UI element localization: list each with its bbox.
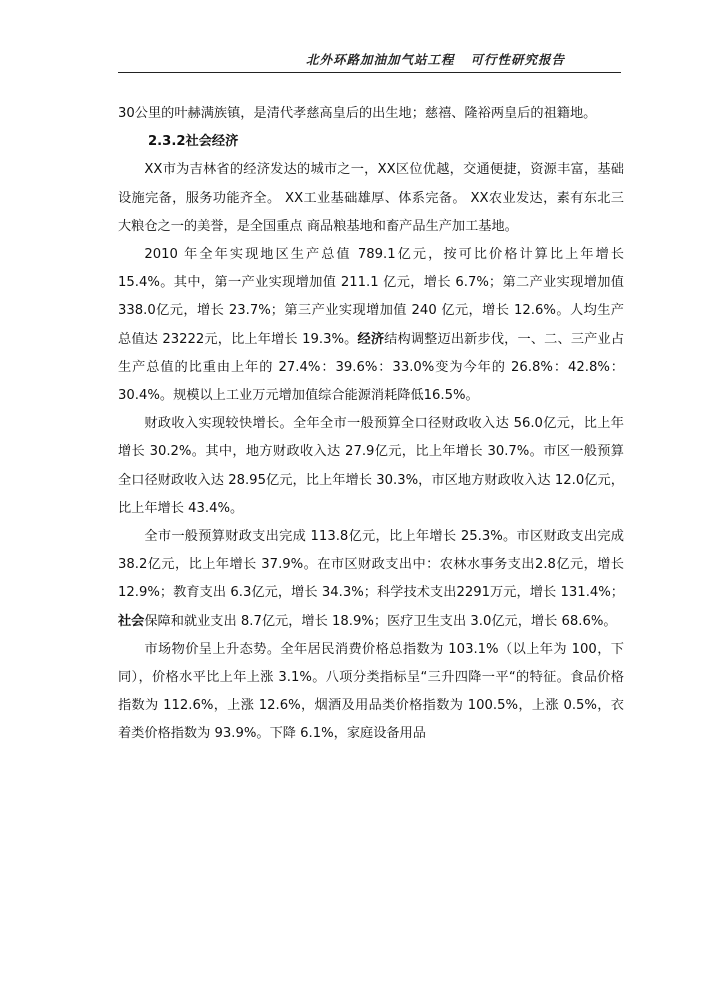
document-body: [118, 100, 624, 749]
gdp-text-cont: 结构调整迈出新步伐，一、二、三产业占生产总值的比重由上年的 27.4%：39.6%：33.0%变为今年的 26.8%：42.8%：30.4%。规模以上工业万元增加值综合能源消耗降低16.5%。: [118, 331, 625, 404]
expenditure-text-cont: 保障和就业支出 8.7亿元，增长 18.9%；医疗卫生支出 3.0亿元，增长 68.6%。: [144, 613, 617, 629]
paragraph-prices: 市场物价呈上升态势。全年居民消费价格总指数为 103.1%（以上年为 100，下同），价格水平比上年上涨 3.1%。八项分类指标呈“三升四降一平“的特征。食品价格指数为 112.6%，上涨 12.6%，烟酒及用品类价格指数为 100.5%，上涨 0.5%，衣着类价格指数为 93.9%。下降 6.1%，家庭设备用品: [118, 641, 624, 742]
paragraph-expenditure: [118, 523, 624, 636]
gdp-text: 2010 年全年实现地区生产总值 789.1亿元，按可比价格计算比上年增长 15.4%。其中，第一产业实现增加值 211.1 亿元，增长 6.7%；第二产业实现增加值 338.0亿元，增长 23.7%；第三产业实现增加值 240 亿元，增长 12.6%。人均生产总值达 23222元，比上年增长 19.3%。: [118, 247, 624, 347]
paragraph-overview: XX市为吉林省的经济发达的城市之一，XX区位优越，交通便捷，资源丰富，基础设施完备，服务功能齐全。 XX工业基础雄厚、体系完备。 XX农业发达，素有东北三大粮仓之一的美誉，是全国重点 商品粮基地和畜产品生产加工基地。: [118, 162, 624, 234]
paragraph-gdp: [118, 241, 624, 410]
section-heading: 2.3.2社会经济: [148, 134, 239, 150]
header-title: 北外环路加油加气站工程 可行性研究报告: [305, 52, 565, 67]
paragraph-continuation: 30公里的叶赫满族镇，是清代孝慈高皇后的出生地；慈禧、隆裕两皇后的祖籍地。: [118, 106, 597, 121]
expenditure-text: 全市一般预算财政支出完成 113.8亿元，比上年增长 25.3%。市区财政支出完成 38.2亿元，比上年增长 37.9%。在市区财政支出中：农林水事务支出2.8亿元，增长 12.9%；教育支出 6.3亿元，增长 34.3%；科学技术支出2291万元，增长 131.4%；: [118, 529, 624, 601]
gdp-bold-term: 经济: [357, 331, 385, 347]
page-header: [118, 0, 621, 73]
expenditure-bold-term: 社会: [118, 613, 145, 629]
paragraph-revenue: 财政收入实现较快增长。全年全市一般预算全口径财政收入达 56.0亿元，比上年增长 30.2%。其中，地方财政收入达 27.9亿元，比上年增长 30.7%。市区一般预算全口径财政收入达 28.95亿元，比上年增长 30.3%，市区地方财政收入达 12.0亿元，比上年增长 43.4%。: [118, 416, 624, 516]
